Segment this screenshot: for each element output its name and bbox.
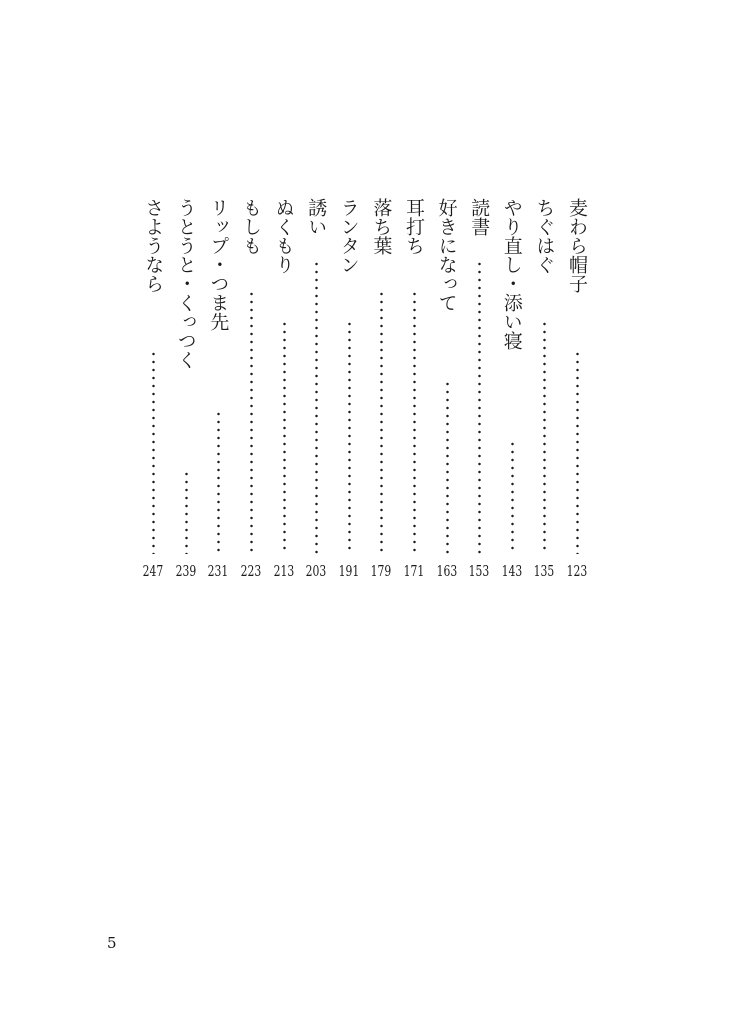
- toc-entry-title: 落ち葉: [370, 198, 393, 255]
- page-number: 5: [107, 934, 117, 952]
- toc-dot-leader: [152, 350, 155, 554]
- toc-entry-title: ぬくもり: [272, 198, 295, 274]
- toc-entry: [171, 198, 201, 588]
- toc-entry: [562, 198, 592, 588]
- toc-entry-page: 135: [534, 562, 555, 580]
- toc-entry-title: やり直し・添い寝: [500, 198, 523, 350]
- toc-entry: [269, 198, 299, 588]
- toc-entry-title: 誘い: [305, 198, 328, 236]
- toc-entry-page: 163: [436, 562, 457, 580]
- toc-dot-leader: [217, 410, 220, 554]
- toc-entry: [464, 198, 494, 588]
- toc-dot-leader: [576, 350, 579, 554]
- toc-entry-title: ちぐはぐ: [533, 198, 556, 274]
- toc-entry-title: 好きになって: [435, 198, 458, 312]
- toc-entry-title: 麦わら帽子: [566, 198, 588, 293]
- toc-entry: [334, 198, 364, 588]
- toc-dot-leader: [446, 380, 449, 554]
- toc-entry-title: 読書: [468, 198, 491, 236]
- toc-entry: [203, 198, 233, 588]
- toc-entry: [236, 198, 266, 588]
- toc-dot-leader: [348, 320, 351, 554]
- toc-entry-page: 213: [273, 562, 294, 580]
- toc-entry-page: 239: [175, 562, 197, 580]
- toc-entry-title: もしも: [240, 198, 262, 255]
- toc-entry-page: 203: [305, 562, 327, 580]
- toc-dot-leader: [478, 260, 481, 554]
- toc-dot-leader: [315, 260, 318, 554]
- toc-entry-page: 153: [468, 562, 490, 580]
- toc-entry: [366, 198, 396, 588]
- toc-dot-leader: [413, 290, 416, 554]
- toc-dot-leader: [283, 320, 286, 554]
- toc-entry-title: さようなら: [142, 198, 165, 293]
- toc-dot-leader: [185, 470, 188, 554]
- toc-entry-page: 143: [501, 562, 523, 580]
- toc-entry: [497, 198, 527, 588]
- toc-entry-page: 179: [371, 562, 392, 580]
- toc-entry-page: 171: [403, 562, 425, 580]
- toc-entry-page: 191: [338, 562, 360, 580]
- toc-entry-title: うとうと・くっつく: [174, 198, 197, 369]
- toc-entry-page: 231: [208, 562, 229, 580]
- toc-entry: [138, 198, 168, 588]
- toc-entry-page: 247: [142, 562, 164, 580]
- toc-entry-page: 223: [240, 562, 262, 580]
- toc-entry: [301, 198, 331, 588]
- toc-entry: [529, 198, 559, 588]
- toc-dot-leader: [380, 290, 383, 554]
- toc-entry-page: 123: [566, 562, 588, 580]
- toc-dot-leader: [250, 290, 253, 554]
- toc-entry: [399, 198, 429, 588]
- toc-dot-leader: [511, 440, 514, 554]
- toc-entry-title: 耳打ち: [403, 198, 425, 255]
- toc-entry-title: リップ・つま先: [207, 198, 230, 331]
- toc-entry: [432, 198, 462, 588]
- toc-entry-title: ランタン: [337, 198, 360, 274]
- toc-dot-leader: [543, 320, 546, 554]
